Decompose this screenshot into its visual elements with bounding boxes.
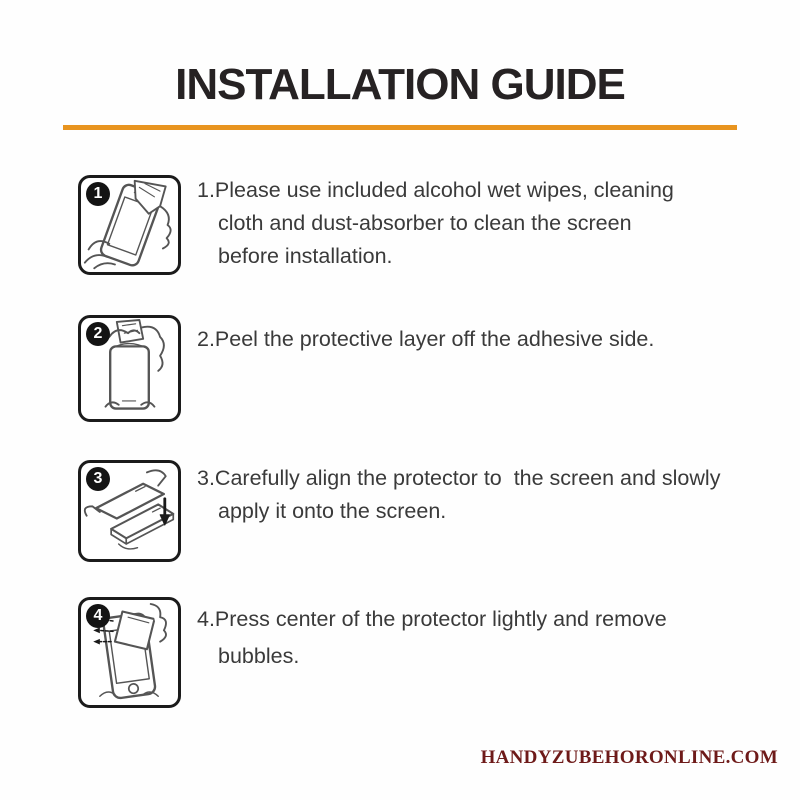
step-number: 4 <box>93 607 103 624</box>
step-line: before installation. <box>218 244 393 268</box>
step-number: 1 <box>93 185 103 202</box>
step-3 <box>78 460 738 562</box>
step-2 <box>78 315 738 422</box>
step-2-text <box>197 323 654 356</box>
step-number: 2 <box>93 325 103 342</box>
step-4 <box>78 597 738 708</box>
step-line: bubbles. <box>218 644 300 668</box>
step-number-badge <box>86 182 110 206</box>
step-number: 3 <box>93 470 103 487</box>
step-line: 3.Carefully align the protector to the screen and slowly <box>197 466 721 490</box>
watermark: HANDYZUBEHORONLINE.COM <box>480 747 778 768</box>
title-divider <box>63 125 737 130</box>
step-3-text <box>197 462 720 528</box>
step-4-illustration-box <box>78 597 181 708</box>
page-title: INSTALLATION GUIDE <box>175 60 625 109</box>
step-1 <box>78 175 738 275</box>
step-number-badge <box>86 604 110 628</box>
step-2-illustration-box <box>78 315 181 422</box>
step-line: 4.Press center of the protector lightly and remove <box>197 607 667 631</box>
step-1-illustration-box <box>78 175 181 275</box>
step-1-text <box>197 174 674 273</box>
step-3-illustration-box <box>78 460 181 562</box>
step-line: 1.Please use included alcohol wet wipes, cleaning <box>197 178 674 202</box>
step-number-badge <box>86 467 110 491</box>
step-4-text <box>197 601 667 675</box>
step-number-badge <box>86 322 110 346</box>
step-line: 2.Peel the protective layer off the adhesive side. <box>197 327 655 351</box>
step-line: apply it onto the screen. <box>218 499 447 523</box>
step-line: cloth and dust-absorber to clean the screen <box>218 211 632 235</box>
